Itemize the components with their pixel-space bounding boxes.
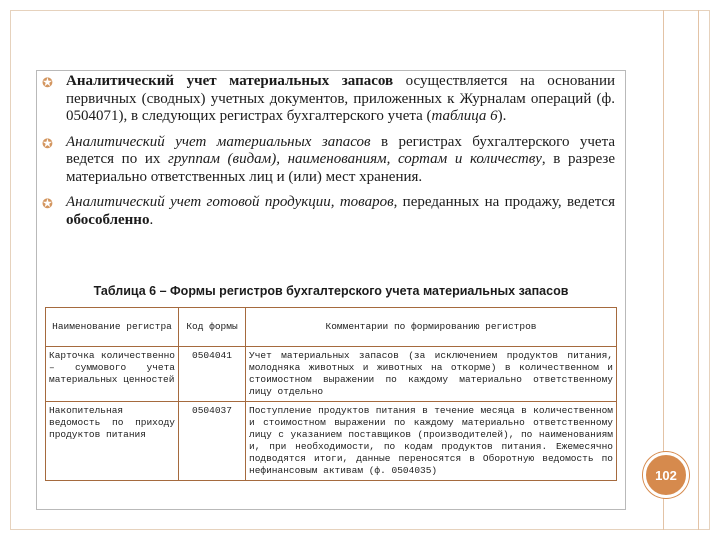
bullet-2-italic-2: группам (видам), наименованиям, сортам и количеству — [168, 151, 542, 167]
cell-comment: Учет материальных запасов (за исключением продуктов питания, молодняка животных и животных на откорме) в количественном и стоимостном выражении по каждому материально ответственному лицу отдельно — [246, 347, 617, 402]
bullet-item-1 — [40, 73, 615, 126]
bullet-item-3 — [40, 194, 615, 229]
table-row — [46, 402, 617, 481]
cell-register-name: Карточка количественно – суммового учета материальных ценностей — [46, 347, 179, 402]
bullet-marker-icon: ✪ — [42, 196, 53, 211]
bullet-list — [40, 73, 615, 237]
bullet-2-text: в регистрах бухгалтерского учета ведется по их — [66, 133, 615, 167]
bullet-3-bold: обособленно — [66, 211, 150, 228]
bullet-marker-icon: ✪ — [42, 75, 53, 90]
header-comments: Комментарии по формированию регистров — [246, 308, 617, 347]
bullet-3-text: , переданных на продажу, ведется — [393, 194, 615, 210]
bullet-1-tail: ). — [497, 108, 507, 124]
cell-form-code: 0504041 — [179, 347, 246, 402]
registers-table — [45, 307, 617, 481]
cell-comment: Поступление продуктов питания в течение месяца в количественном и стоимостном выражении по каждому материально ответственному лицу с указанием поставщиков (производителей), по наименованиям и, при необходимости, по кодам продуктов питания. Ежемесячно подводятся итоги, данные переносятся в Оборотную ведомость по нефинансовым активам (ф. 0504035) — [246, 402, 617, 481]
bullet-1-bold: Аналитический учет материальных запасов — [66, 73, 394, 89]
bullet-3-italic: Аналитический учет готовой продукции, товаров — [66, 194, 394, 210]
bullet-1-italic: таблица 6 — [431, 108, 498, 124]
table-row — [46, 347, 617, 402]
bullet-3-tail: . — [149, 211, 154, 228]
bullet-marker-icon: ✪ — [42, 135, 53, 151]
table-caption: Таблица 6 – Формы регистров бухгалтерского учета материальных запасов — [93, 284, 569, 298]
bullet-item-2 — [40, 134, 615, 187]
cell-form-code: 0504037 — [179, 402, 246, 481]
bullet-2-tail: , в разрезе материально ответственных лиц и (или) мест хранения. — [66, 151, 615, 185]
page-number-badge: 102 — [643, 452, 689, 498]
table-header-row — [46, 308, 617, 347]
bullet-1-text: осуществляется на основании первичных (сводных) учетных документов, приложенных к Журналам операций (ф. 0504071), в следующих регистрах бухгалтерского учета ( — [66, 73, 615, 124]
cell-register-name: Накопительная ведомость по приходу продуктов питания — [46, 402, 179, 481]
header-register-name: Наименование регистра — [46, 308, 179, 347]
bullet-2-italic-1: Аналитический учет материальных запасов — [66, 133, 371, 150]
header-form-code: Код формы — [179, 308, 246, 347]
